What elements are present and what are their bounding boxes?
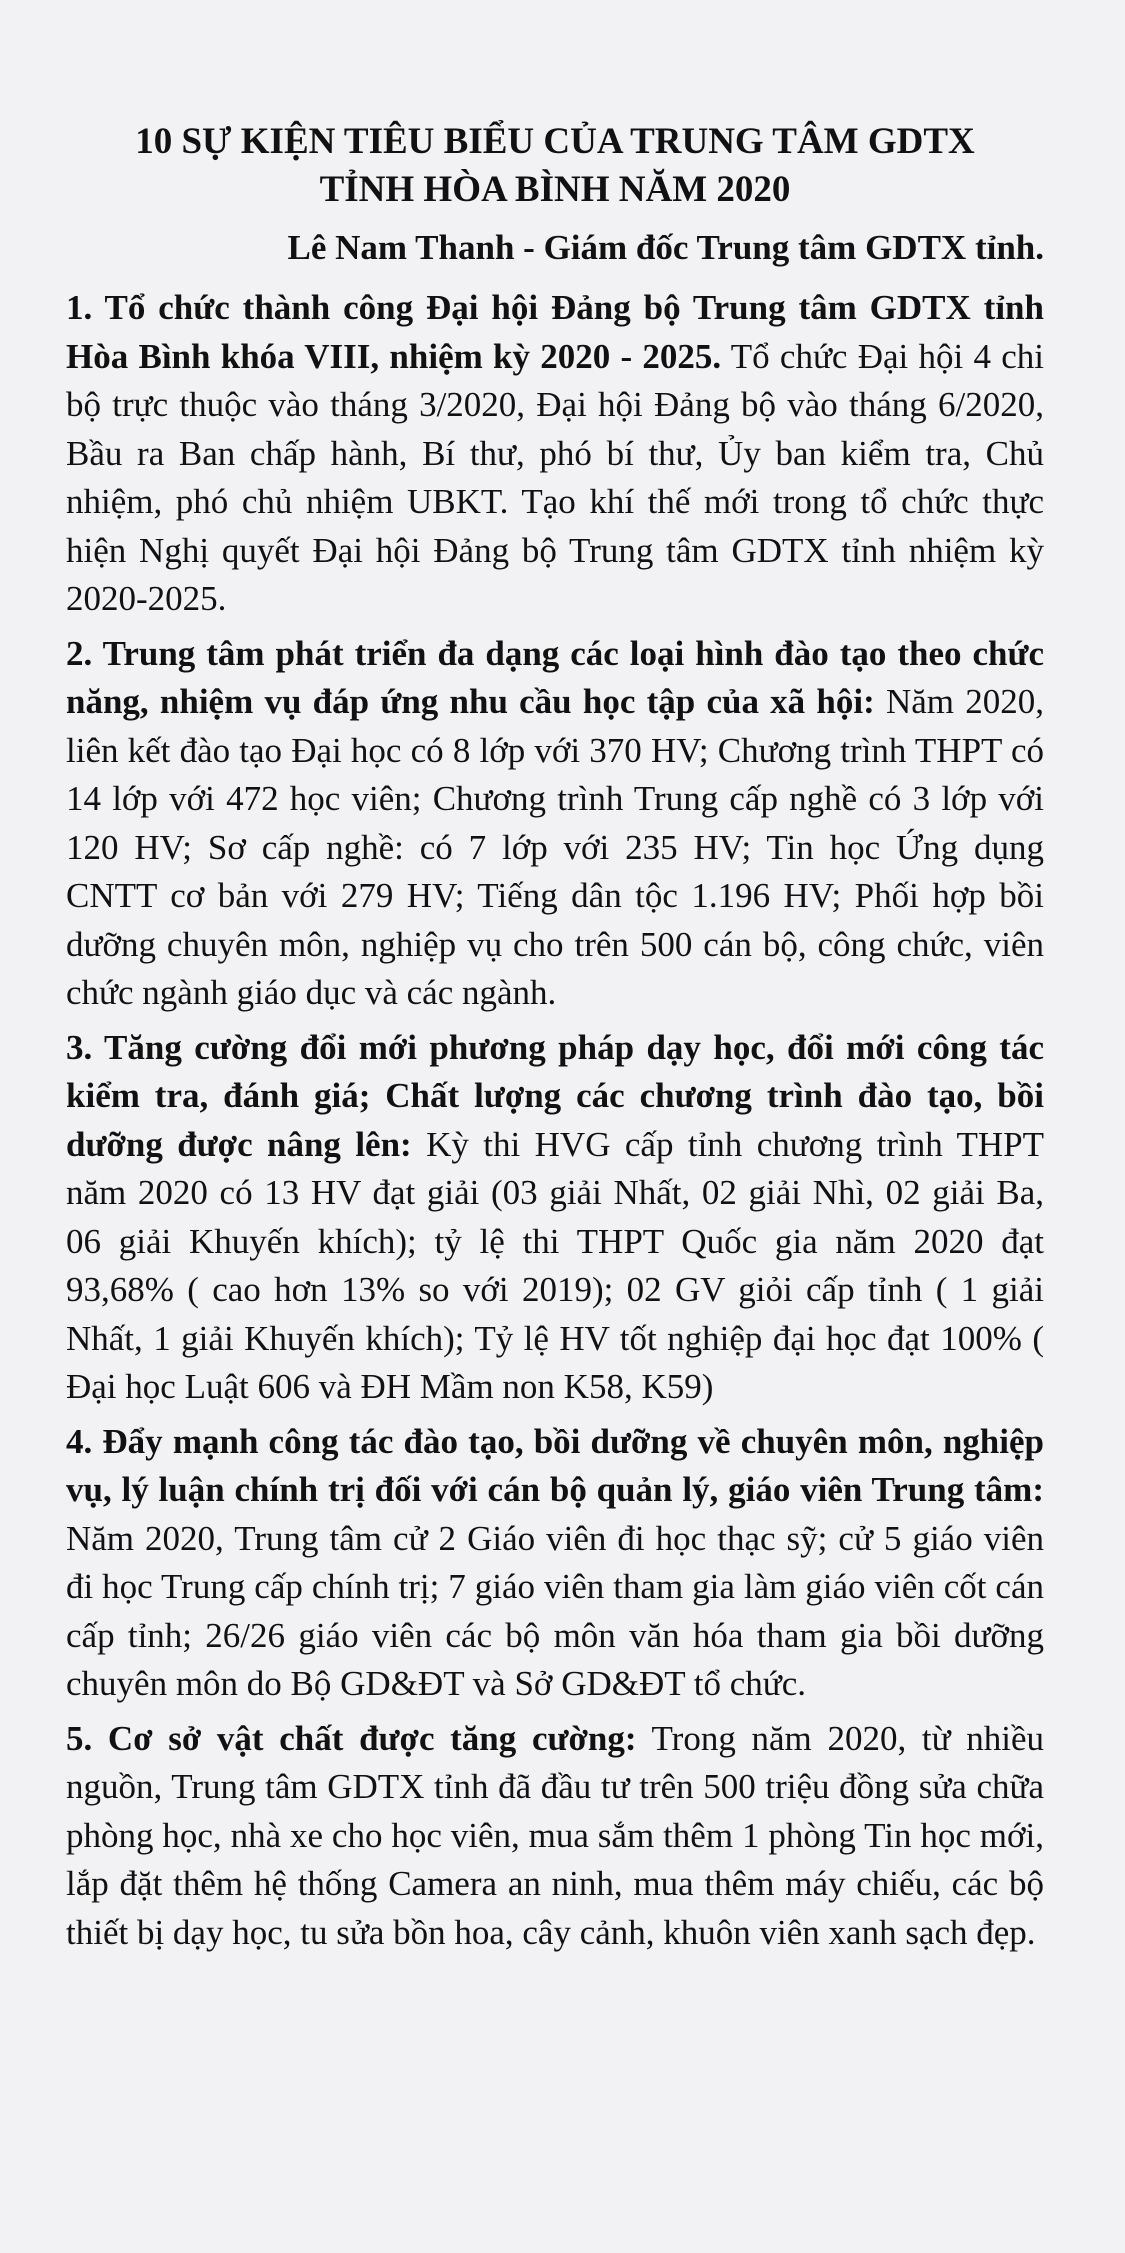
event-section-1	[66, 284, 1044, 624]
section-body: Năm 2020, liên kết đào tạo Đại học có 8 lớp với 370 HV; Chương trình THPT có 14 lớp với 472 học viên; Chương trình Trung cấp nghề có 3 lớp với 120 HV; Sơ cấp nghề: có 7 lớp với 235 HV; Tin học Ứng dụng CNTT cơ bản với 279 HV; Tiếng dân tộc 1.196 HV; Phối hợp bồi dưỡng chuyên môn, nghiệp vụ cho trên 500 cán bộ, công chức, viên chức ngành giáo dục và các ngành.	[66, 682, 1044, 1012]
event-section-2	[66, 630, 1044, 1018]
event-section-4	[66, 1418, 1044, 1709]
event-section-3	[66, 1024, 1044, 1412]
section-heading: 2. Trung tâm phát triển đa dạng các loại hình đào tạo theo chức năng, nhiệm vụ đáp ứng nhu cầu học tập của xã hội:	[66, 633, 1044, 721]
section-heading: 1. Tổ chức thành công Đại hội Đảng bộ Trung tâm GDTX tỉnh Hòa Bình khóa VIII, nhiệm kỳ 2020 - 2025.	[66, 288, 1044, 376]
section-body: Kỳ thi HVG cấp tỉnh chương trình THPT năm 2020 có 13 HV đạt giải (03 giải Nhất, 02 giải Nhì, 02 giải Ba, 06 giải Khuyến khích); tỷ lệ thi THPT Quốc gia năm 2020 đạt 93,68% ( cao hơn 13% so với 2019); 02 GV giỏi cấp tỉnh ( 1 giải Nhất, 1 giải Khuyến khích); Tỷ lệ HV tốt nghiệp đại học đạt 100% ( Đại học Luật 606 và ĐH Mầm non K58, K59)	[66, 1124, 1044, 1406]
title-line-2: TỈNH HÒA BÌNH NĂM 2020	[319, 169, 791, 210]
event-section-5	[66, 1715, 1044, 1958]
section-heading: 5. Cơ sở vật chất được tăng cường:	[66, 1718, 637, 1758]
section-heading: 4. Đẩy mạnh công tác đào tạo, bồi dưỡng về chuyên môn, nghiệp vụ, lý luận chính trị đối với cán bộ quản lý, giáo viên Trung tâm:	[66, 1421, 1044, 1509]
section-heading: 3. Tăng cường đổi mới phương pháp dạy học, đổi mới công tác kiểm tra, đánh giá; Chất lượng các chương trình đào tạo, bồi dưỡng được nâng lên:	[66, 1027, 1044, 1164]
title-line-1: 10 SỰ KIỆN TIÊU BIỂU CỦA TRUNG TÂM GDTX	[135, 121, 975, 162]
section-body: Năm 2020, Trung tâm cử 2 Giáo viên đi học thạc sỹ; cử 5 giáo viên đi học Trung cấp chính trị; 7 giáo viên tham gia làm giáo viên cốt cán cấp tỉnh; 26/26 giáo viên các bộ môn văn hóa tham gia bồi dưỡng chuyên môn do Bộ GD&ĐT và Sở GD&ĐT tổ chức.	[66, 1518, 1044, 1703]
section-body: Tổ chức Đại hội 4 chi bộ trực thuộc vào tháng 3/2020, Đại hội Đảng bộ vào tháng 6/2020, Bầu ra Ban chấp hành, Bí thư, phó bí thư, Ủy ban kiểm tra, Chủ nhiệm, phó chủ nhiệm UBKT. Tạo khí thế mới trong tổ chức thực hiện Nghị quyết Đại hội Đảng bộ Trung tâm GDTX tỉnh nhiệm kỳ 2020-2025.	[66, 336, 1045, 618]
document-title	[66, 118, 1044, 214]
author-line: Lê Nam Thanh - Giám đốc Trung tâm GDTX tỉnh.	[287, 228, 1044, 267]
section-body: Trong năm 2020, từ nhiều nguồn, Trung tâm GDTX tỉnh đã đầu tư trên 500 triệu đồng sửa chữa phòng học, nhà xe cho học viên, mua sắm thêm 1 phòng Tin học mới, lắp đặt thêm hệ thống Camera an ninh, mua thêm máy chiếu, các bộ thiết bị dạy học, tu sửa bồn hoa, cây cảnh, khuôn viên xanh sạch đẹp.	[66, 1718, 1044, 1952]
